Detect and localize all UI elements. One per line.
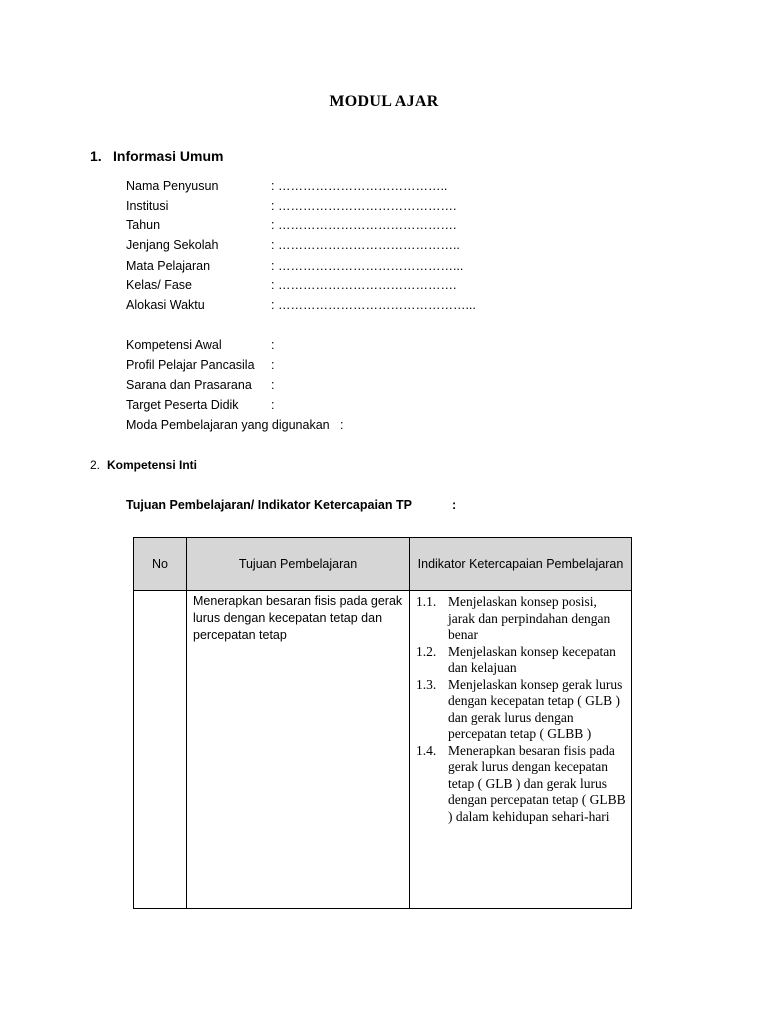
- section-1-title: Informasi Umum: [113, 148, 224, 164]
- list-item: [416, 677, 626, 743]
- header-no: No: [134, 538, 187, 591]
- field-value: :: [271, 378, 275, 392]
- cell-tujuan: Menerapkan besaran fisis pada gerak lurus dengan kecepatan tetap dan percepatan tetap: [187, 591, 410, 909]
- list-item-number: 1.4.: [416, 742, 437, 758]
- cell-indikator: [410, 591, 632, 909]
- field-value: : …………………………………..: [271, 179, 448, 193]
- list-item: [416, 644, 626, 677]
- field-alokasi-waktu: [126, 298, 476, 312]
- field-label: Alokasi Waktu: [126, 298, 205, 312]
- field-mata-pelajaran: [126, 259, 463, 273]
- table-row: [134, 591, 632, 909]
- cell-no: [134, 591, 187, 909]
- field-value: : …………………………………….: [271, 278, 457, 292]
- section-1-number: 1.: [90, 148, 102, 164]
- field-institusi: [126, 199, 456, 213]
- list-item: [416, 743, 626, 826]
- list-item: [416, 594, 626, 644]
- field-label: Target Peserta Didik: [126, 398, 239, 412]
- field-value: : …………………………………….: [271, 199, 457, 213]
- field-label: Jenjang Sekolah: [126, 238, 219, 252]
- section-2-number: 2.: [90, 458, 101, 472]
- field-label: Kelas/ Fase: [126, 278, 193, 292]
- field-value: :: [271, 398, 275, 412]
- list-item-text: Menjelaskan konsep posisi, jarak dan perpindahan dengan benar: [448, 594, 611, 642]
- section-1-heading: [90, 148, 223, 164]
- field-kompetensi-awal: [126, 338, 274, 352]
- tujuan-subheading-colon: :: [452, 498, 457, 512]
- field-value: :: [271, 338, 275, 352]
- list-item-number: 1.2.: [416, 643, 437, 659]
- field-label: Tahun: [126, 218, 161, 232]
- field-target-peserta-didik: [126, 398, 274, 412]
- tujuan-subheading-text: Tujuan Pembelajaran/ Indikator Ketercapaian TP: [126, 498, 412, 512]
- field-value: : ……………………………………..: [271, 238, 460, 252]
- field-label: Mata Pelajaran: [126, 259, 211, 273]
- field-moda-pembelajaran: Moda Pembelajaran yang digunakan :: [126, 418, 344, 432]
- field-label: Sarana dan Prasarana: [126, 378, 252, 392]
- section-2-title: Kompetensi Inti: [107, 458, 198, 472]
- field-label: Institusi: [126, 199, 169, 213]
- field-kelas-fase: [126, 278, 456, 292]
- tujuan-subheading: [126, 498, 457, 512]
- header-indikator-ketercapaian: Indikator Ketercapaian Pembelajaran: [410, 538, 632, 591]
- table-header-row: [134, 538, 632, 591]
- field-sarana-prasarana: [126, 378, 274, 392]
- field-profil-pelajar-pancasila: [126, 358, 274, 372]
- list-item-text: Menerapkan besaran fisis pada gerak lurus dengan kecepatan tetap ( GLB ) dan gerak lurus dengan percepatan tetap ( GLBB ) dalam kehidupan sehari-hari: [448, 742, 626, 824]
- section-2-heading: [90, 458, 197, 472]
- field-jenjang-sekolah: [126, 238, 460, 252]
- field-nama-penyusun: [126, 179, 447, 193]
- list-item-number: 1.1.: [416, 594, 437, 609]
- field-label: Profil Pelajar Pancasila: [126, 358, 255, 372]
- list-item-text: Menjelaskan konsep gerak lurus dengan kecepatan tetap ( GLB ) dan gerak lurus dengan percepatan tetap ( GLBB ): [448, 676, 623, 741]
- document-title: MODUL AJAR: [329, 93, 439, 110]
- field-value: :: [271, 358, 275, 372]
- field-tahun: [126, 218, 456, 232]
- list-item-text: Menjelaskan konsep kecepatan dan kelajuan: [448, 643, 616, 675]
- field-label: Kompetensi Awal: [126, 338, 222, 352]
- list-item-number: 1.3.: [416, 676, 437, 692]
- field-value: : …………………………………….: [271, 218, 457, 232]
- field-label: Nama Penyusun: [126, 179, 219, 193]
- field-value: : ………………………………………...: [271, 298, 476, 312]
- header-tujuan-pembelajaran: Tujuan Pembelajaran: [187, 538, 410, 591]
- field-value: : ……………………………………...: [271, 259, 464, 273]
- tujuan-pembelajaran-table: [133, 537, 632, 909]
- indikator-list: [411, 592, 630, 825]
